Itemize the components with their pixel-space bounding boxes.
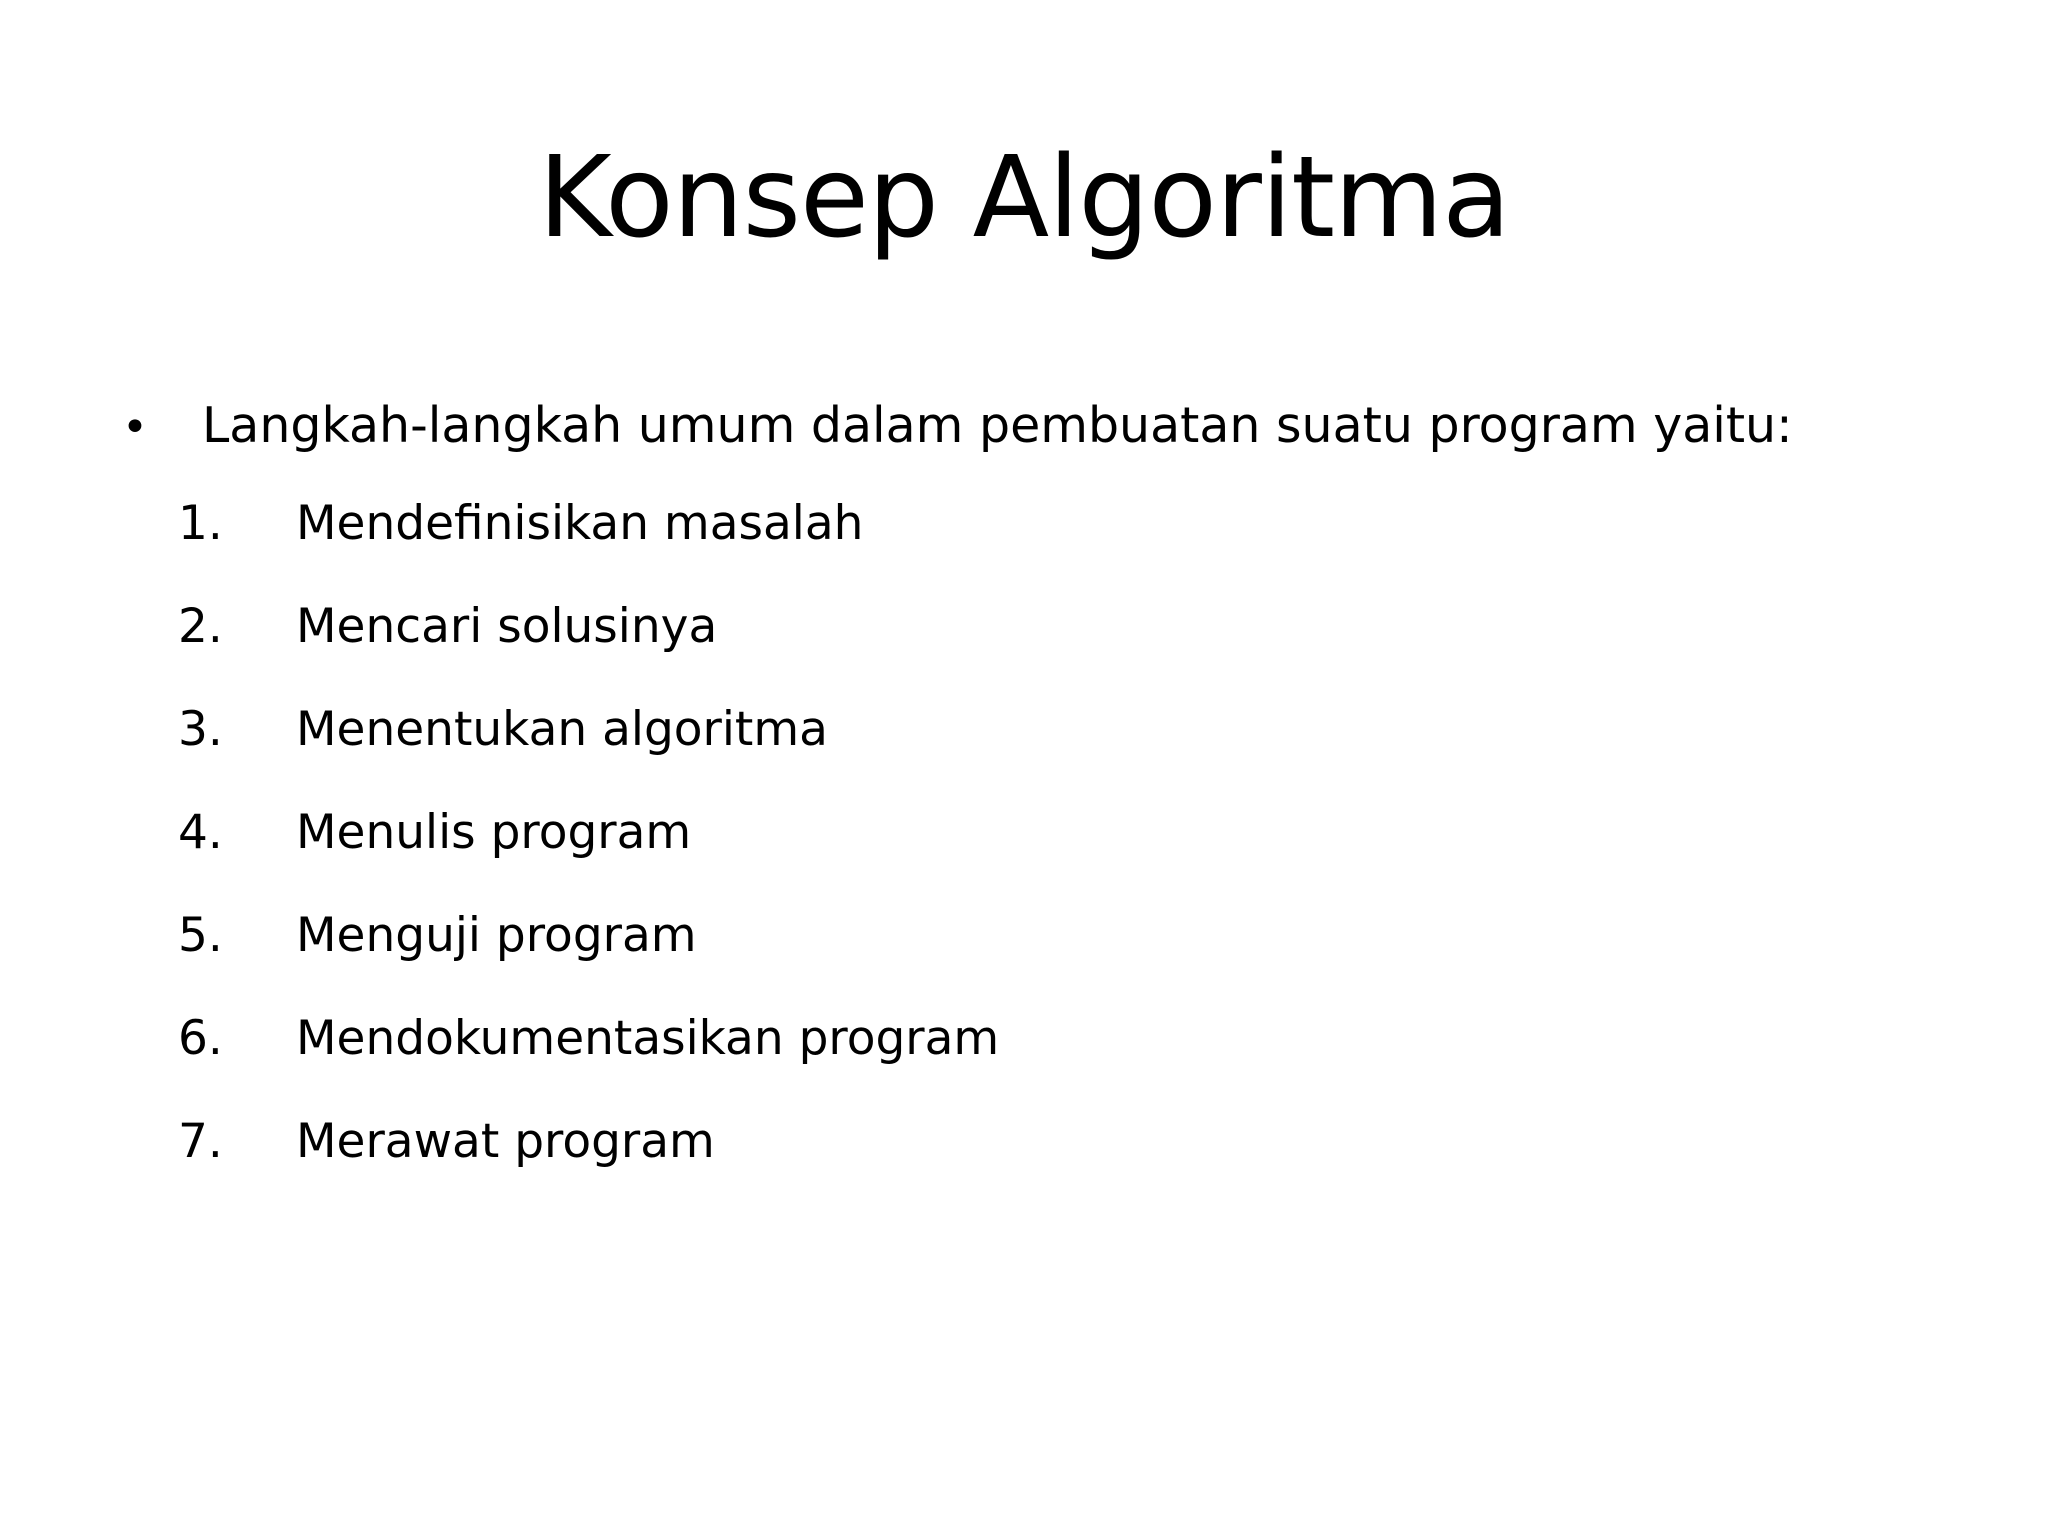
slide-content	[122, 390, 1982, 1209]
list-item	[122, 1106, 1982, 1209]
step-text: Menentukan algoritma	[296, 702, 828, 757]
step-text: Mendokumentasikan program	[296, 1011, 1000, 1066]
bullet-text: Langkah-langkah umum dalam pembuatan suatu program yaitu:	[202, 397, 1793, 454]
step-text: Menulis program	[296, 805, 692, 860]
slide-title: Konsep Algoritma	[538, 133, 1510, 263]
step-number: 2.	[178, 599, 223, 654]
step-text: Mencari solusinya	[296, 599, 718, 654]
step-text: Mendefinisikan masalah	[296, 496, 864, 551]
steps-list	[122, 488, 1982, 1209]
list-item	[122, 694, 1982, 797]
step-number: 6.	[178, 1011, 223, 1066]
step-number: 4.	[178, 805, 223, 860]
step-number: 3.	[178, 702, 223, 757]
list-item	[122, 488, 1982, 591]
list-item	[122, 1003, 1982, 1106]
step-number: 7.	[178, 1114, 223, 1169]
step-text: Merawat program	[296, 1114, 715, 1169]
bullet-icon: •	[122, 402, 148, 453]
step-number: 1.	[178, 496, 223, 551]
list-item	[122, 591, 1982, 694]
list-item	[122, 797, 1982, 900]
list-item	[122, 900, 1982, 1003]
bullet-item	[122, 390, 1982, 462]
step-number: 5.	[178, 908, 223, 963]
step-text: Menguji program	[296, 908, 697, 963]
